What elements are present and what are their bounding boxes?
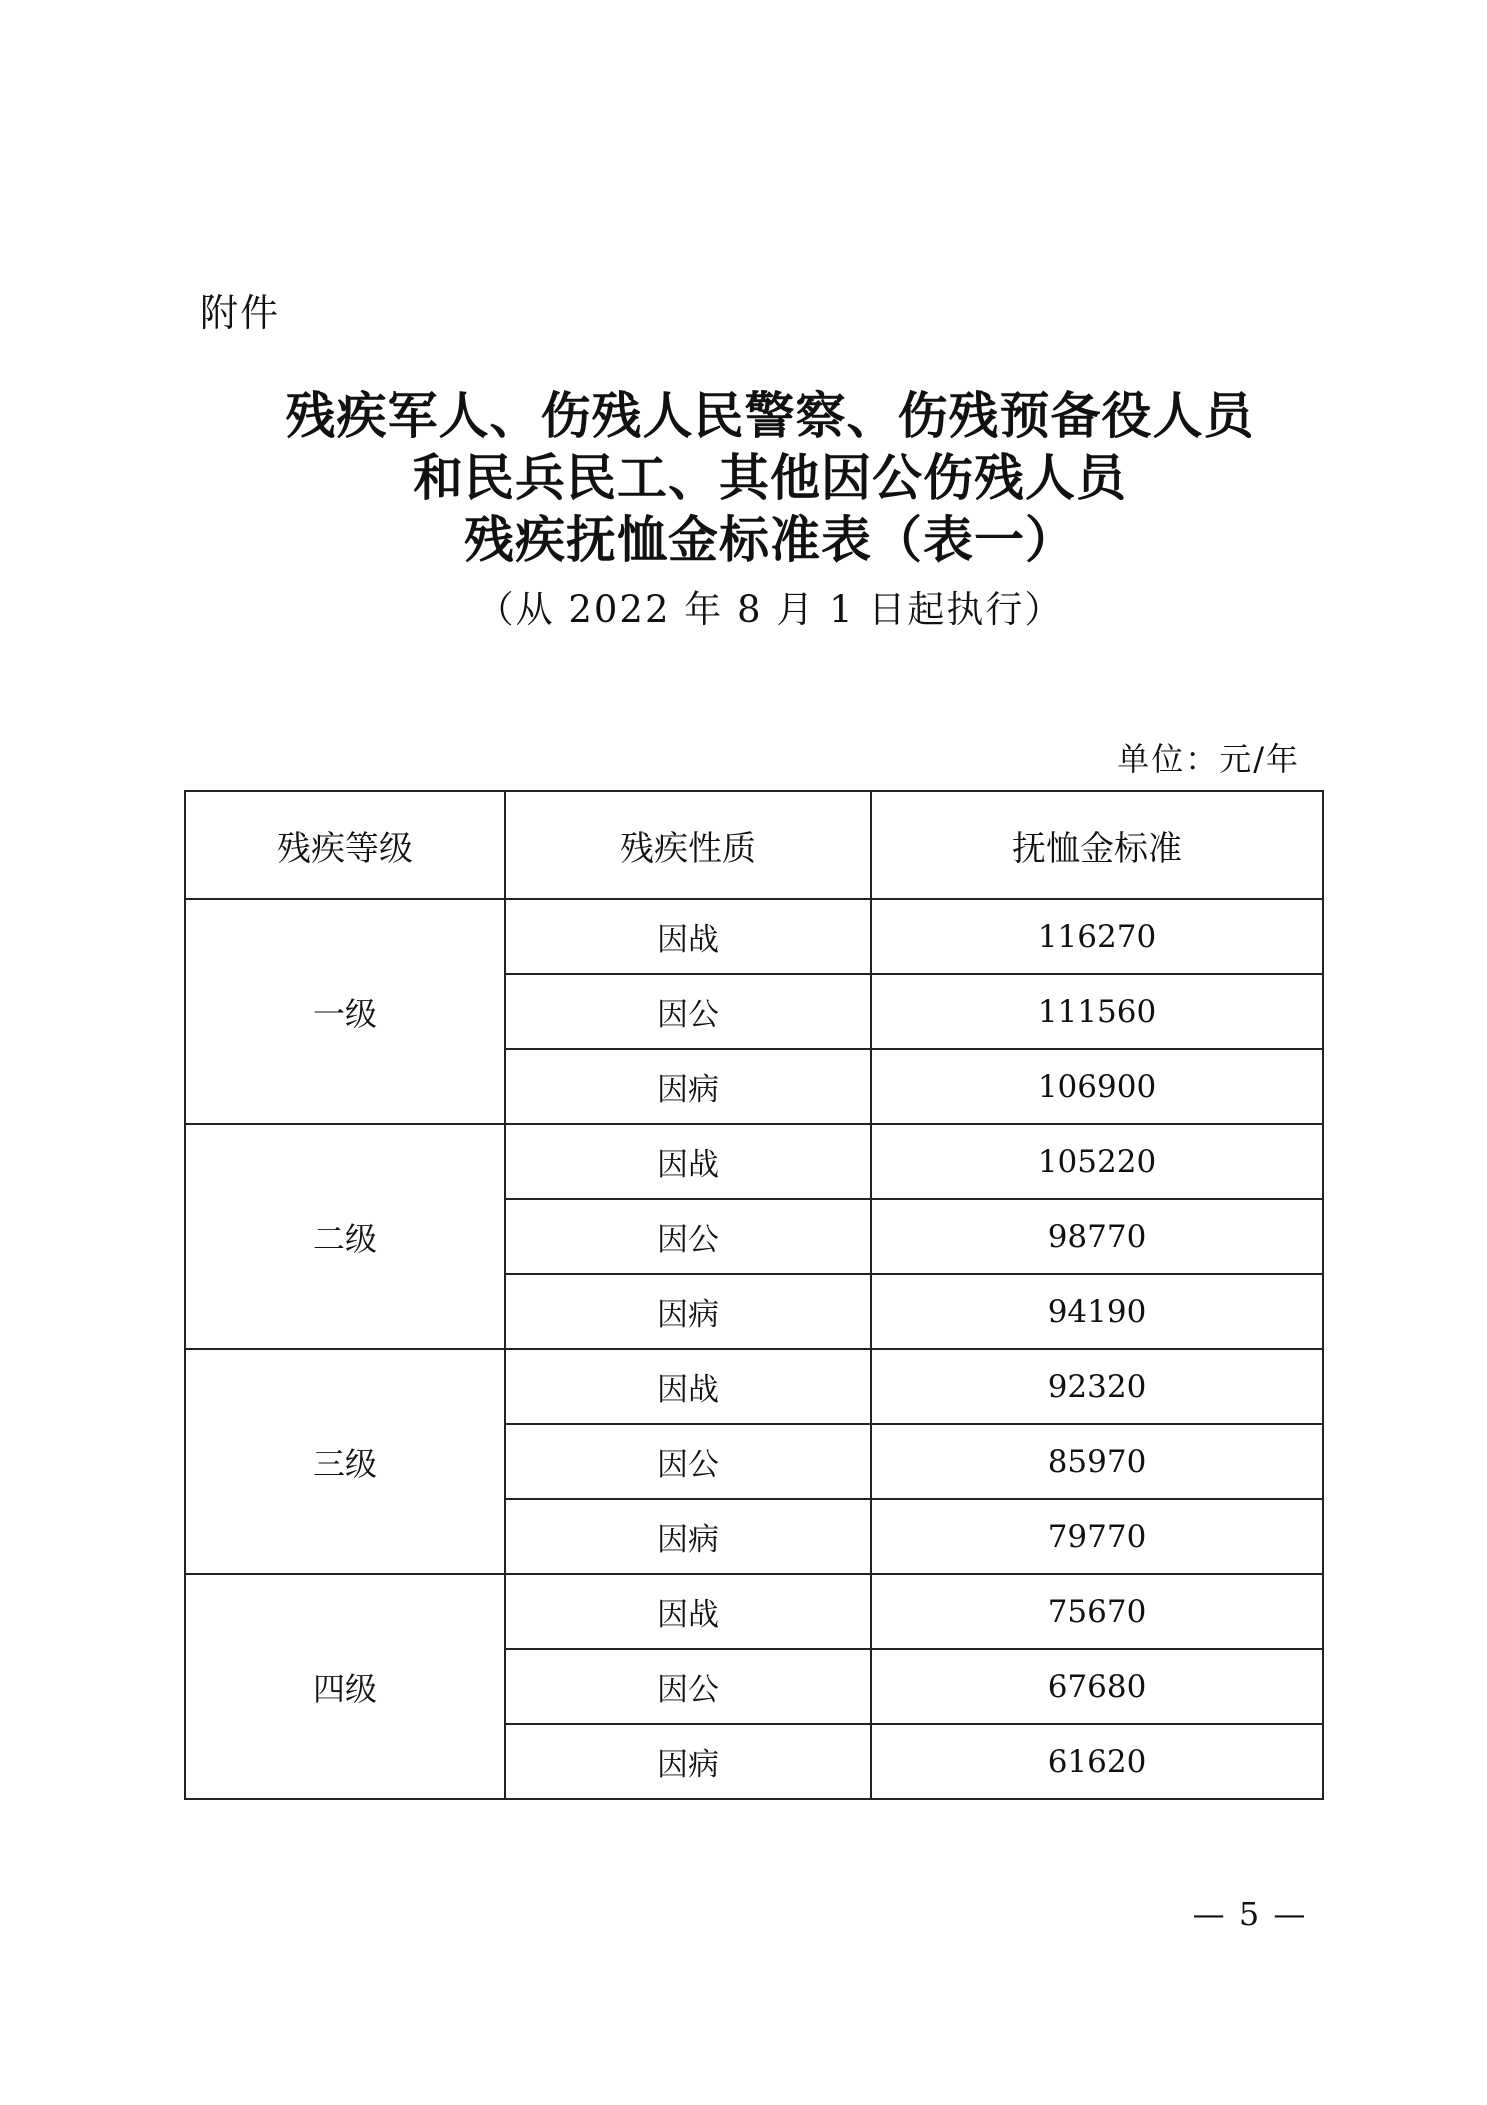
amount-cell: 111560: [871, 974, 1323, 1049]
nature-cell: 因公: [505, 1424, 871, 1499]
nature-cell: 因战: [505, 1124, 871, 1199]
table-row: [185, 899, 1323, 974]
amount-cell: 75670: [871, 1574, 1323, 1649]
amount-cell: 105220: [871, 1124, 1323, 1199]
nature-cell: 因病: [505, 1724, 871, 1799]
table-header-row: [185, 791, 1323, 899]
level-cell: 四级: [185, 1574, 505, 1799]
attachment-label: 附件: [200, 291, 281, 335]
amount-cell: 67680: [871, 1649, 1323, 1724]
amount-cell: 92320: [871, 1349, 1323, 1424]
effective-date-subtitle: （从 2022 年 8 月 1 日起执行）: [476, 588, 1064, 631]
table-row: [185, 1349, 1323, 1424]
table-row: [185, 1574, 1323, 1649]
title-block: [200, 385, 1340, 633]
amount-cell: 61620: [871, 1724, 1323, 1799]
title-line-2: 和民兵民工、其他因公伤残人员: [413, 448, 1127, 507]
nature-cell: 因战: [505, 1574, 871, 1649]
amount-cell: 106900: [871, 1049, 1323, 1124]
title-line-3: 残疾抚恤金标准表（表一）: [464, 510, 1076, 569]
nature-cell: 因病: [505, 1049, 871, 1124]
unit-label: 单位：元/年: [1117, 740, 1300, 778]
amount-cell: 94190: [871, 1274, 1323, 1349]
nature-cell: 因战: [505, 1349, 871, 1424]
level-cell: 三级: [185, 1349, 505, 1574]
title-line-1: 残疾军人、伤残人民警察、伤残预备役人员: [285, 386, 1255, 445]
nature-cell: 因公: [505, 1649, 871, 1724]
header-disability-level: 残疾等级: [185, 791, 505, 899]
nature-cell: 因公: [505, 974, 871, 1049]
header-disability-nature: 残疾性质: [505, 791, 871, 899]
amount-cell: 85970: [871, 1424, 1323, 1499]
nature-cell: 因公: [505, 1199, 871, 1274]
amount-cell: 79770: [871, 1499, 1323, 1574]
nature-cell: 因病: [505, 1499, 871, 1574]
header-compensation-standard: 抚恤金标准: [871, 791, 1323, 899]
nature-cell: 因战: [505, 899, 871, 974]
amount-cell: 116270: [871, 899, 1323, 974]
amount-cell: 98770: [871, 1199, 1323, 1274]
level-cell: 二级: [185, 1124, 505, 1349]
nature-cell: 因病: [505, 1274, 871, 1349]
level-cell: 一级: [185, 899, 505, 1124]
table-row: [185, 1124, 1323, 1199]
page-number: — 5 —: [1192, 1895, 1308, 1933]
compensation-standards-table: [184, 790, 1324, 1800]
